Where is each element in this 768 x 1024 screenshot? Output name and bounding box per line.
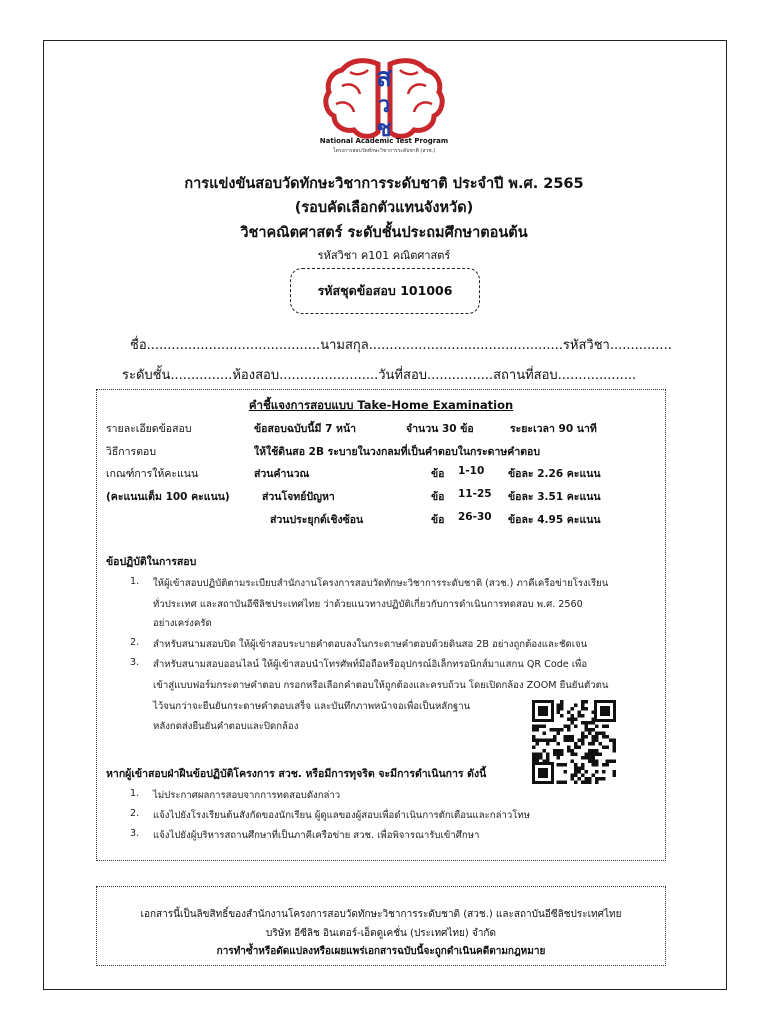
practice-1-line-1: ให้ผู้เข้าสอบปฏิบัติตามระเบียบสำนักงานโครงการสอบวัดทักษะวิชาการระดับชาติ (สวช.) ภาคีเครือข่ายโรงเรียน: [153, 578, 609, 589]
score-part-2: ส่วนโจทย์ปัญหา: [262, 491, 335, 503]
score-part-1: ส่วนคำนวณ: [254, 468, 310, 480]
score-total: (คะแนนเต็ม 100 คะแนน): [106, 491, 230, 503]
practice-num-1: 1.: [130, 576, 140, 587]
brain-logo-icon: [320, 52, 448, 162]
score-item-word-3: ข้อ: [431, 514, 445, 526]
score-points-1: ข้อละ 2.26 คะแนน: [508, 468, 601, 480]
violation-heading: หากผู้เข้าสอบฝ่าฝืนข้อปฏิบัติโครงการ สวช. หรือมีการทุจริต จะมีการดำเนินการ ดังนี้: [106, 768, 487, 780]
score-part-3: ส่วนประยุกต์เชิงซ้อน: [270, 514, 364, 526]
set-code-box: [290, 268, 480, 314]
practice-3-line-1: สำหรับสนามสอบออนไลน์ ให้ผู้เข้าสอบนำโทรศัพท์มือถือหรืออุปกรณ์อิเล็กทรอนิกส์มาแสกน QR Code เพื่อ: [153, 659, 588, 670]
practice-2-line-1: สำหรับสนามสอบปิด ให้ผู้เข้าสอบระบายคำตอบลงในกระดาษคำตอบด้วยดินสอ 2B อย่างถูกต้องและชัดเจน: [153, 639, 588, 650]
detail-label: รายละเอียดข้อสอบ: [106, 423, 192, 435]
violation-3-text: แจ้งไปยังผู้บริหารสถานศึกษาที่เป็นภาคีเครือข่าย สวช. เพื่อพิจารณารับเข้าศึกษา: [153, 830, 480, 841]
copyright-line-1: เอกสารนี้เป็นลิขสิทธิ์ของสำนักงานโครงการสอบวัดทักษะวิชาการระดับชาติ (สวช.) และสถาบันอีซีลิชประเทศไทย: [140, 909, 622, 920]
practice-3-line-4: หลังกดส่งยืนยันคำตอบและปิดกล้อง: [153, 721, 299, 732]
svg-text:ช: ช: [376, 117, 392, 142]
score-range-2: 11-25: [458, 488, 492, 500]
subject-code: รหัสวิชา ค101 คณิตศาสตร์: [317, 249, 451, 262]
name-fill-line[interactable]: ชื่อ..........................................นามสกุล...............................................รหัสวิชา...............: [130, 338, 672, 353]
practice-num-3: 3.: [130, 657, 140, 668]
practice-1-line-3: อย่างเคร่งครัด: [153, 618, 212, 629]
detail-pages: ข้อสอบฉบับนี้มี 7 หน้า: [254, 423, 357, 435]
instructions-title: คำชี้แจงการสอบแบบ Take-Home Examination: [248, 398, 514, 412]
method-label: วิธีการตอบ: [106, 446, 156, 458]
practice-1-line-2: ทั่วประเทศ และสถาบันอีซีลิชประเทศไทย ว่าด้วยแนวทางปฏิบัติเกี่ยวกับการดำเนินการทดสอบ พ.ศ. 2560: [153, 599, 583, 610]
set-code: รหัสชุดข้อสอบ 101006: [317, 283, 453, 298]
method-value: ให้ใช้ดินสอ 2B ระบายในวงกลมที่เป็นคำตอบในกระดาษคำตอบ: [254, 446, 541, 458]
copyright-line-2: บริษัท อีซีลิช อินเตอร์-เอ็ดดูเคชั่น (ประเทศไทย) จำกัด: [266, 928, 496, 939]
score-points-3: ข้อละ 4.95 คะแนน: [508, 514, 601, 526]
score-item-word-2: ข้อ: [431, 491, 445, 503]
score-item-word-1: ข้อ: [431, 468, 445, 480]
competition-title: การแข่งขันสอบวัดทักษะวิชาการระดับชาติ ประจำปี พ.ศ. 2565: [184, 176, 584, 192]
practice-num-2: 2.: [130, 637, 140, 648]
practice-3-line-3: ไว้จนกว่าจะยืนยันกระดาษคำตอบเสร็จ และบันทึกภาพหน้าจอเพื่อเป็นหลักฐาน: [153, 701, 471, 712]
svg-text:ว: ว: [377, 93, 391, 118]
round-title: (รอบคัดเลือกตัวแทนจังหวัด): [294, 200, 474, 216]
logo-caption: National Academic Test Program: [319, 137, 449, 145]
copyright-warning: การทำซ้ำหรือดัดแปลงหรือเผยแพร่เอกสารฉบับนี้จะถูกดำเนินคดีตามกฎหมาย: [216, 946, 546, 957]
subject-title: วิชาคณิตศาสตร์ ระดับชั้นประถมศึกษาตอนต้น: [240, 225, 528, 241]
score-points-2: ข้อละ 3.51 คะแนน: [508, 491, 601, 503]
violation-2-text: แจ้งไปยังโรงเรียนต้นสังกัดของนักเรียน ผู้ดูแลของผู้สอบเพื่อดำเนินการตักเตือนและกล่าวโทษ: [153, 810, 531, 821]
violation-num-1: 1.: [130, 788, 140, 799]
violation-num-3: 3.: [130, 828, 140, 839]
score-label: เกณฑ์การให้คะแนน: [106, 468, 199, 480]
score-range-3: 26-30: [458, 511, 492, 523]
detail-count: จำนวน 30 ข้อ: [406, 423, 474, 435]
class-fill-line[interactable]: ระดับชั้น...............ห้องสอบ........................วันที่สอบ................สถานที่สอบ...................: [122, 368, 637, 383]
practice-3-line-2: เข้าสู่แบบฟอร์มกระดาษคำตอบ กรอกหรือเลือกคำตอบให้ถูกต้องและครบถ้วน โดยเปิดกล้อง ZOOM ยืนยันตัวตน: [153, 680, 609, 691]
qr-code-icon[interactable]: [530, 698, 618, 786]
logo-subcaption: โครงการสอบวัดทักษะวิชาการระดับชาติ (สวช.): [332, 148, 436, 154]
violation-1-text: ไม่ประกาศผลการสอบจากการทดสอบดังกล่าว: [153, 790, 341, 801]
score-range-1: 1-10: [458, 465, 485, 477]
practice-heading: ข้อปฏิบัติในการสอบ: [106, 556, 197, 568]
violation-num-2: 2.: [130, 808, 140, 819]
svg-text:ส: ส: [376, 63, 392, 93]
detail-time: ระยะเวลา 90 นาที: [510, 423, 597, 435]
